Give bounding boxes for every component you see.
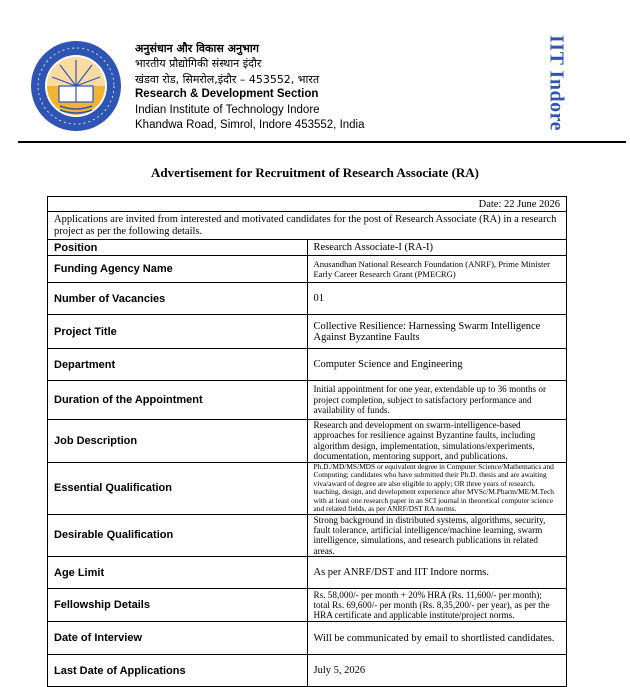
row-label: Fellowship Details [48,589,308,622]
table-row [48,622,567,655]
row-value: Initial appointment for one year, extendable up to 36 months or project completion, subject to satisfactory performance and availability of funds. [307,381,567,420]
table-row [48,349,567,381]
table-row [48,655,567,687]
table-row [48,420,567,463]
hindi-section-name: अनुसंधान और विकास अनुभाग [135,42,259,55]
english-institute-name: Indian Institute of Technology Indore [135,103,320,116]
vertical-brand-label: IIT Indore [545,35,568,131]
row-label: Project Title [48,315,308,349]
row-label: Last Date of Applications [48,655,308,687]
row-label: Desirable Qualification [48,514,308,557]
table-row [48,514,567,557]
row-label: Date of Interview [48,622,308,655]
advertisement-date: Date: 22 June 2026 [48,197,567,212]
date-row [48,197,567,212]
row-label: Position [48,240,308,256]
table-row [48,283,567,315]
row-label: Number of Vacancies [48,283,308,315]
table-row [48,256,567,283]
row-value: 01 [307,283,567,315]
row-value: Ph.D./MD/MS/MDS or equivalent degree in Computer Science/Mathematics and Computing; candidates who have submitted their Ph.D. thesis and are awaiting viva/award of degree are also eligible to apply; OR three years of research, teaching, design, and development experience after MVSc/M.Pharm/ME/M.Tech with at least one research paper in an SCI journal in theoretical computer science and related fields, as per ANRF/DST RA norms. [307,462,567,514]
hindi-address: खंडवा रोड, सिमरोल,इंदौर – 453552, भारत [135,72,320,86]
row-value: Computer Science and Engineering [307,349,567,381]
table-row [48,589,567,622]
table-row [48,240,567,256]
table-row [48,462,567,514]
english-section-name: Research & Development Section [135,88,319,101]
row-value: Research and development on swarm-intelligence-based approaches for resilience against Byzantine faults, including algorithm design, implementation, simulations/experiments, documentation, mentoring support, and publications. [307,420,567,463]
table-row [48,381,567,420]
english-address: Khandwa Road, Simrol, Indore 453552, India [135,119,365,132]
intro-row [48,212,567,240]
row-label: Age Limit [48,557,308,589]
row-value: Anusandhan National Research Foundation (ANRF), Prime Minister Early Career Research Grant (PMECRG) [307,256,567,283]
table-row [48,557,567,589]
row-label: Department [48,349,308,381]
row-value: July 5, 2026 [307,655,567,687]
row-label: Job Description [48,420,308,463]
row-value: Will be communicated by email to shortlisted candidates. [307,622,567,655]
page-title: Advertisement for Recruitment of Research Associate (RA) [150,165,480,180]
table-row [48,315,567,349]
row-label: Duration of the Appointment [48,381,308,420]
intro-text: Applications are invited from interested and motivated candidates for the post of Research Associate (RA) in a research project as per the following details. [48,212,567,240]
vertical-brand-text [545,33,568,133]
row-label: Funding Agency Name [48,256,308,283]
row-value: Rs. 58,000/- per month + 20% HRA (Rs. 11,600/- per month); total Rs. 69,600/- per month (Rs. 8,35,200/- per year), as per the HRA certificate and applicable institute/project norms. [307,589,567,622]
iit-indore-logo-icon [30,40,122,132]
institute-header [135,41,365,133]
header-divider [18,141,626,143]
row-value: Strong background in distributed systems, algorithms, security, fault tolerance, artificial intelligence/machine learning, swarm intelligence, simulations, and research publications in related areas. [307,514,567,557]
row-value: Collective Resilience: Harnessing Swarm Intelligence Against Byzantine Faults [307,315,567,349]
row-label: Essential Qualification [48,462,308,514]
recruitment-details-table [47,196,567,687]
hindi-institute-name: भारतीय प्रौद्योगिकी संस्थान इंदौर [135,57,262,71]
row-value: As per ANRF/DST and IIT Indore norms. [307,557,567,589]
row-value: Research Associate-I (RA-I) [307,240,567,256]
